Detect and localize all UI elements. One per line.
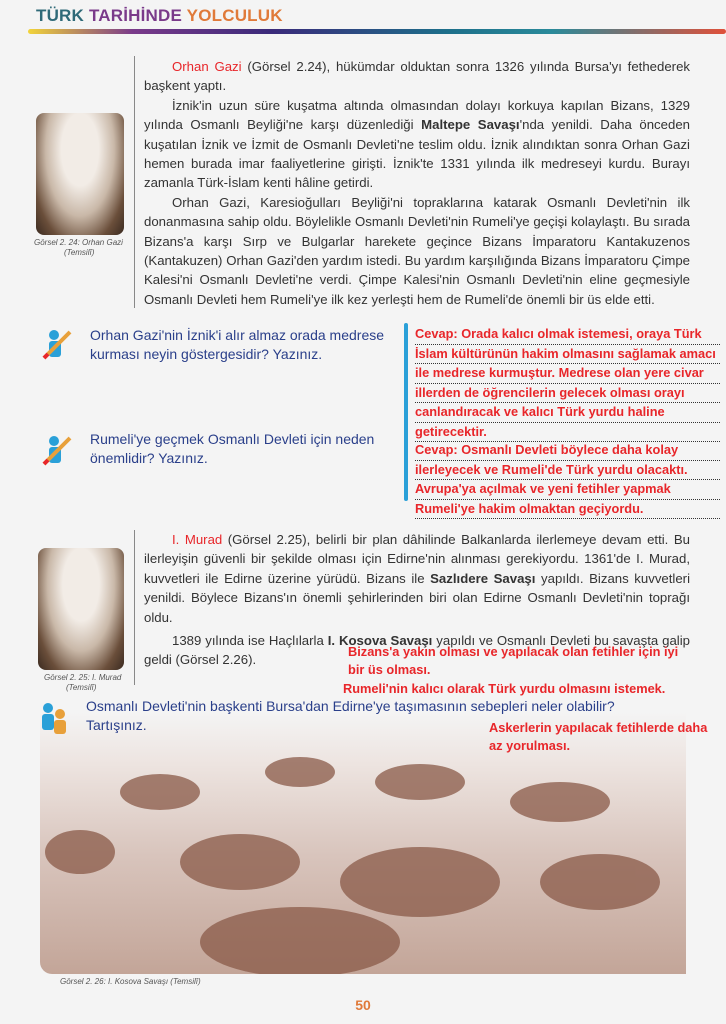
discussion-icon xyxy=(36,700,70,736)
murad-portrait xyxy=(38,548,124,670)
figure-caption: Görsel 2. 24: Orhan Gazi (Temsilî) xyxy=(34,238,123,257)
divider xyxy=(134,56,135,308)
question-3: Osmanlı Devleti'nin başkenti Bursa'dan Edirne'ye taşımasının sebepleri neler olabilir? Tartışınız. xyxy=(86,698,615,733)
book-title: TÜRK TARİHİNDE YOLCULUK xyxy=(36,6,283,25)
section2-text: I. Murad (Görsel 2.25), belirli bir plan dâhilinde Balkanlarda ilerlemeye devam etti. Bu ilerleyişin güvenli bir şekilde olması için Edirne'nin alınması gerekiyordu. 1361'de I. Murad, kuvvetleri ile Edirne üzerine yürüdü. Bizans ile Sazlıdere Savaşı yapıldı. Bizans kuvvetleri yenildi. Böylece Bizans'ın önemli şehirlerinden biri olan Edirne Osmanlı Devleti'nin toprağı oldu. 1389 yılında ise Haçlılarla I. Kosova Savaşı yapıldı ve Osmanlı Devleti bu savaşta galip geldi (Görsel 2.26). xyxy=(144,532,690,668)
page-number: 50 xyxy=(355,997,371,1013)
answer-2: Cevap: Osmanlı Devleti böylece daha kolay ilerleyecek ve Rumeli'de Türk yurdu olacaktı. Avrupa'ya açılmak ve yeni fetihler yapmak Rumeli'ye hakim olmaktan geçiyordu. xyxy=(415,441,720,519)
question-2: Rumeli'ye geçmek Osmanlı Devleti için neden önemlidir? Yazınız. xyxy=(90,431,375,466)
answer-1: Cevap: Orada kalıcı olmak istemesi, oraya Türk İslam kültürünün hakim olmasını sağlamak amacı ile medrese kurmuştur. Medrese olan yere civar illerden de öğrencilerin gelecek olması orayı canlandıracak ve kalıcı Türk yurdu haline getirecektir. xyxy=(415,325,720,442)
pencil-question-icon xyxy=(40,326,74,362)
header-gradient-bar xyxy=(28,29,726,34)
section1-text: Orhan Gazi (Görsel 2.24), hükümdar olduktan sonra 1326 yılında Bursa'yı fethederek başkent yaptı. İznik'in uzun süre kuşatma altında olmasından dolayı korkuya kapılan Bizans, 1329 yılında Osmanlı Beyliği'ne karşı düzenlediği Maltepe Savaşı'nda yenildi. Daha önceden kuşatılan İznik ve İzmit de Osmanlı Devleti'ne teslim oldu. İznik alındıktan sonra Orhan Gazi hemen burada imar faaliyetlerine girişti. İznik'te 1331 yılında ilk medreseyi kurdu. Burayı zamanla Türk-İslam kenti hâline getirdi. Orhan Gazi, Karesioğulları Beyliği'ni topraklarına katarak Osmanlı Devleti'nin ilk donanmasına sahip oldu. Böylelikle Osmanlı Devleti'nin Rumeli'ye geçişi kolaylaştı. Bu sırada Bizans'a karşı Sırp ve Bulgarlar harekete geçince Bizans İmparatoru Kantakuzenos (Kantakuzen) Orhan Gazi'den yardım istedi. Bu yardım karşılığında Bizans İmparatoru Çimpe Kalesi'ni Osmanlı Devleti'ne verdi. Çimpe Kalesi'nin Osmanlı Devleti'nin eline geçmesiyle Osmanlı Devleti hem Rumeli'ye ilk kez yerleşti hem de Rumeli'de önemli bir üs elde etti. xyxy=(144,59,690,307)
question-1: Orhan Gazi'nin İznik'i alır almaz orada medrese kurması neyin göstergesidir? Yazınız. xyxy=(90,327,385,362)
answer-bar xyxy=(404,323,408,501)
figure-caption: Görsel 2. 25: I. Murad (Temsilî) xyxy=(44,673,122,692)
note-1: Bizans'a yakın olması ve yapılacak olan fetihler için iyi bir üs olması. xyxy=(348,644,679,677)
divider xyxy=(134,530,135,685)
painting-caption: Görsel 2. 26: I. Kosova Savaşı (Temsilî) xyxy=(60,977,201,986)
pencil-question-icon xyxy=(40,432,74,468)
note-2: Rumeli'nin kalıcı olarak Türk yurdu olmasını istemek. xyxy=(343,681,666,696)
orhan-gazi-portrait xyxy=(36,113,124,235)
note-3: Askerlerin yapılacak fetihlerde daha az yorulması. xyxy=(489,720,708,753)
